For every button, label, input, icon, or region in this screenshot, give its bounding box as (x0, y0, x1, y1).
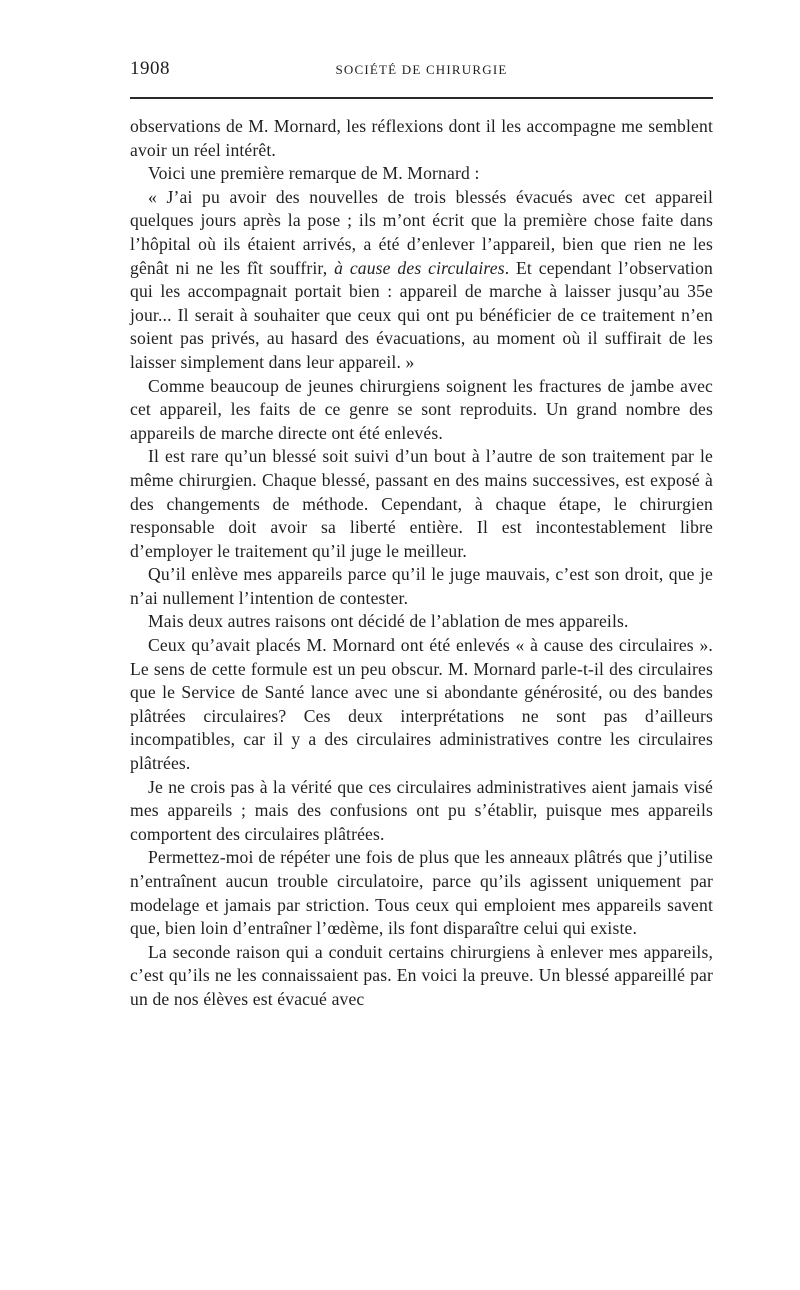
paragraph-4: Comme beaucoup de jeunes chirurgiens soignent les fractures de jambe avec cet appareil, les faits de ce genre se sont reproduits. Un grand nombre des appareils de marche directe ont été enlevés. (130, 375, 713, 443)
paragraph-1: observations de M. Mornard, les réflexions dont il les accompagne me semblent avoir un réel intérêt. (130, 116, 713, 160)
paragraph-6: Qu’il enlève mes appareils parce qu’il le juge mauvais, c’est son droit, que je n’ai nullement l’intention de contester. (130, 564, 713, 608)
body-text (130, 115, 713, 1012)
paragraph-11: La seconde raison qui a conduit certains chirurgiens à enlever mes appareils, c’est qu’ils ne les connaissaient pas. En voici la preuve. Un blessé appareillé par un de nos élèves est évacué avec (130, 941, 713, 1009)
paragraph-5: Il est rare qu’un blessé soit suivi d’un bout à l’autre de son traitement par le même chirurgien. Chaque blessé, passant en des mains successives, est exposé à des changements de méthode. Cependant, à chaque étape, le chirurgien responsable doit avoir sa liberté entière. Il est incontestablement libre d’employer le traitement qu’il juge le meilleur. (130, 446, 713, 561)
quote-text-start: « J’ai pu avoir des nouvelles de trois blessés évacués avec cet appareil quelques jours après la pose ; ils m’ont écrit que la première chose faite dans l’hôpital où ils étaient arrivés, a été d’enlever l’appareil, bien que rien ne les gênât ni ne les fît souffrir, (130, 186, 713, 278)
paragraph-2: Voici une première remarque de M. Mornard : (148, 163, 480, 184)
paragraph-7: Mais deux autres raisons ont décidé de l’ablation de mes appareils. (148, 611, 629, 632)
paragraph-10: Permettez-moi de répéter une fois de plus que les anneaux plâtrés que j’utilise n’entraînent aucun trouble circulatoire, parce qu’ils agissent uniquement par modelage et jamais par striction. Tous ceux qui emploient mes appareils savent que, bien loin d’entraîner l’œdème, ils font disparaître celui qui existe. (130, 847, 713, 939)
quote-italic-phrase: à cause des circulaires (334, 257, 505, 278)
paragraph-9: Je ne crois pas à la vérité que ces circulaires administratives aient jamais visé mes appareils ; mais des confusions ont pu s’établir, puisque mes appareils comportent des circulaires plâtrées. (130, 776, 713, 844)
running-title: SOCIÉTÉ DE CHIRURGIE (335, 62, 508, 77)
header-rule (130, 97, 713, 99)
paragraph-8: Ceux qu’avait placés M. Mornard ont été enlevés « à cause des circulaires ». Le sens de cette formule est un peu obscur. M. Mornard parle-t-il des circulaires que le Service de Santé lance avec une si abondante générosité, ou des bandes plâtrées circulaires? Ces deux interprétations ne sont pas d’ailleurs incompatibles, car il y a des circulaires administratives contre les circulaires plâtrées. (130, 635, 713, 774)
page-number: 1908 (130, 58, 170, 79)
quote-text-end: . Et cependant l’observation qui les accompagnait portait bien : appareil de marche à laisser jusqu’au 35e jour... Il serait à souhaiter que ceux qui ont pu bénéficier de ce traitement n’en soient pas privés, au hasard des évacuations, au moment où il suffirait de les laisser simplement dans leur appareil. » (130, 257, 713, 372)
paragraph-3-quote (130, 186, 713, 375)
page-header (130, 58, 713, 88)
